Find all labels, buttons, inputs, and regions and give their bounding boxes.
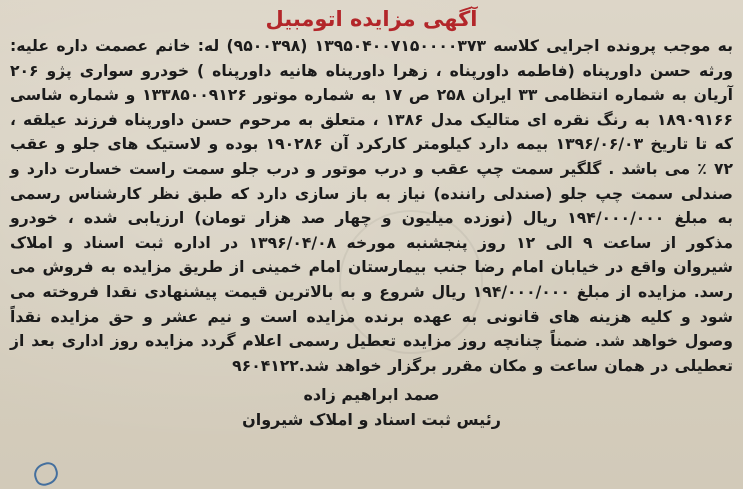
- signatory-name: صمد ابراهیم زاده: [303, 385, 440, 405]
- signatory-title: رئیس ثبت اسناد و املاک شیروان: [242, 410, 501, 430]
- notice-body: به موجب پرونده اجرایی کلاسه ۱۳۹۵۰۴۰۰۷۱۵۰۰۰۰۳۷۳ (۹۵۰۰۳۹۸) له: خانم عصمت داره علیه: ورثه حسن داورپناه (فاطمه داورپناه ، زهرا داورپناه هانیه داورپناه ) خودرو سواری پژو ۲۰۶ آریان به شماره انتظامی ۳۳ ایران ۲۵۸ ص ۱۷ به شماره موتور ۱۳۳۸۵۰۰۹۱۲۶ و شماره شاسی ۱۸۹۰۹۱۶۶ به رنگ نقره ای متالیک مدل ۱۳۸۶ ، متعلق به مرحوم حسن داورپناه فرزند عیلقه ، که تا تاریخ ۱۳۹۶/۰۶/۰۳ بیمه دارد کیلومتر کارکرد آن ۱۹۰۲۸۶ بوده و لاستیک های جلو و عقب ۷۲ ٪ می باشد . گلگیر سمت چپ عقب و درب موتور و درب جلو سمت راست خسارت دارد و صندلی سمت چپ جلو (صندلی راننده) نیاز به باز سازی دارد که طبق نظر کارشناس رسمی به مبلغ ۱۹۴/۰۰۰/۰۰۰ ریال (نوزده میلیون و چهار صد هزار تومان) ارزیابی شده ، خودرو مذکور از ساعت ۹ الی ۱۲ روز پنجشنبه مورخه ۱۳۹۶/۰۴/۰۸ در اداره ثبت اسناد و املاک شیروان واقع در خیابان امام رضا جنب بیمارستان امام خمینی از طریق مزایده به فروش می رسد. مزایده از مبلغ ۱۹۴/۰۰۰/۰۰۰ ریال شروع و به بالاترین قیمت پیشنهادی نقدا فروخته می شود و کلیه هزینه های قانونی به عهده برنده مزایده است و نیم عشر و حق مزایده نقداً وصول خواهد شد. ضمناً چنانچه روز مزایده تعطیل رسمی اعلام گردد مزایده روز اداری بعد از تعطیلی در همان ساعت و مکان مقرر برگزار خواهد شد.۹۶۰۴۱۲۲: [10, 37, 734, 375]
- notice-title: آگهی مزایده اتومبیل: [265, 7, 478, 31]
- ink-stamp-icon: [31, 460, 61, 489]
